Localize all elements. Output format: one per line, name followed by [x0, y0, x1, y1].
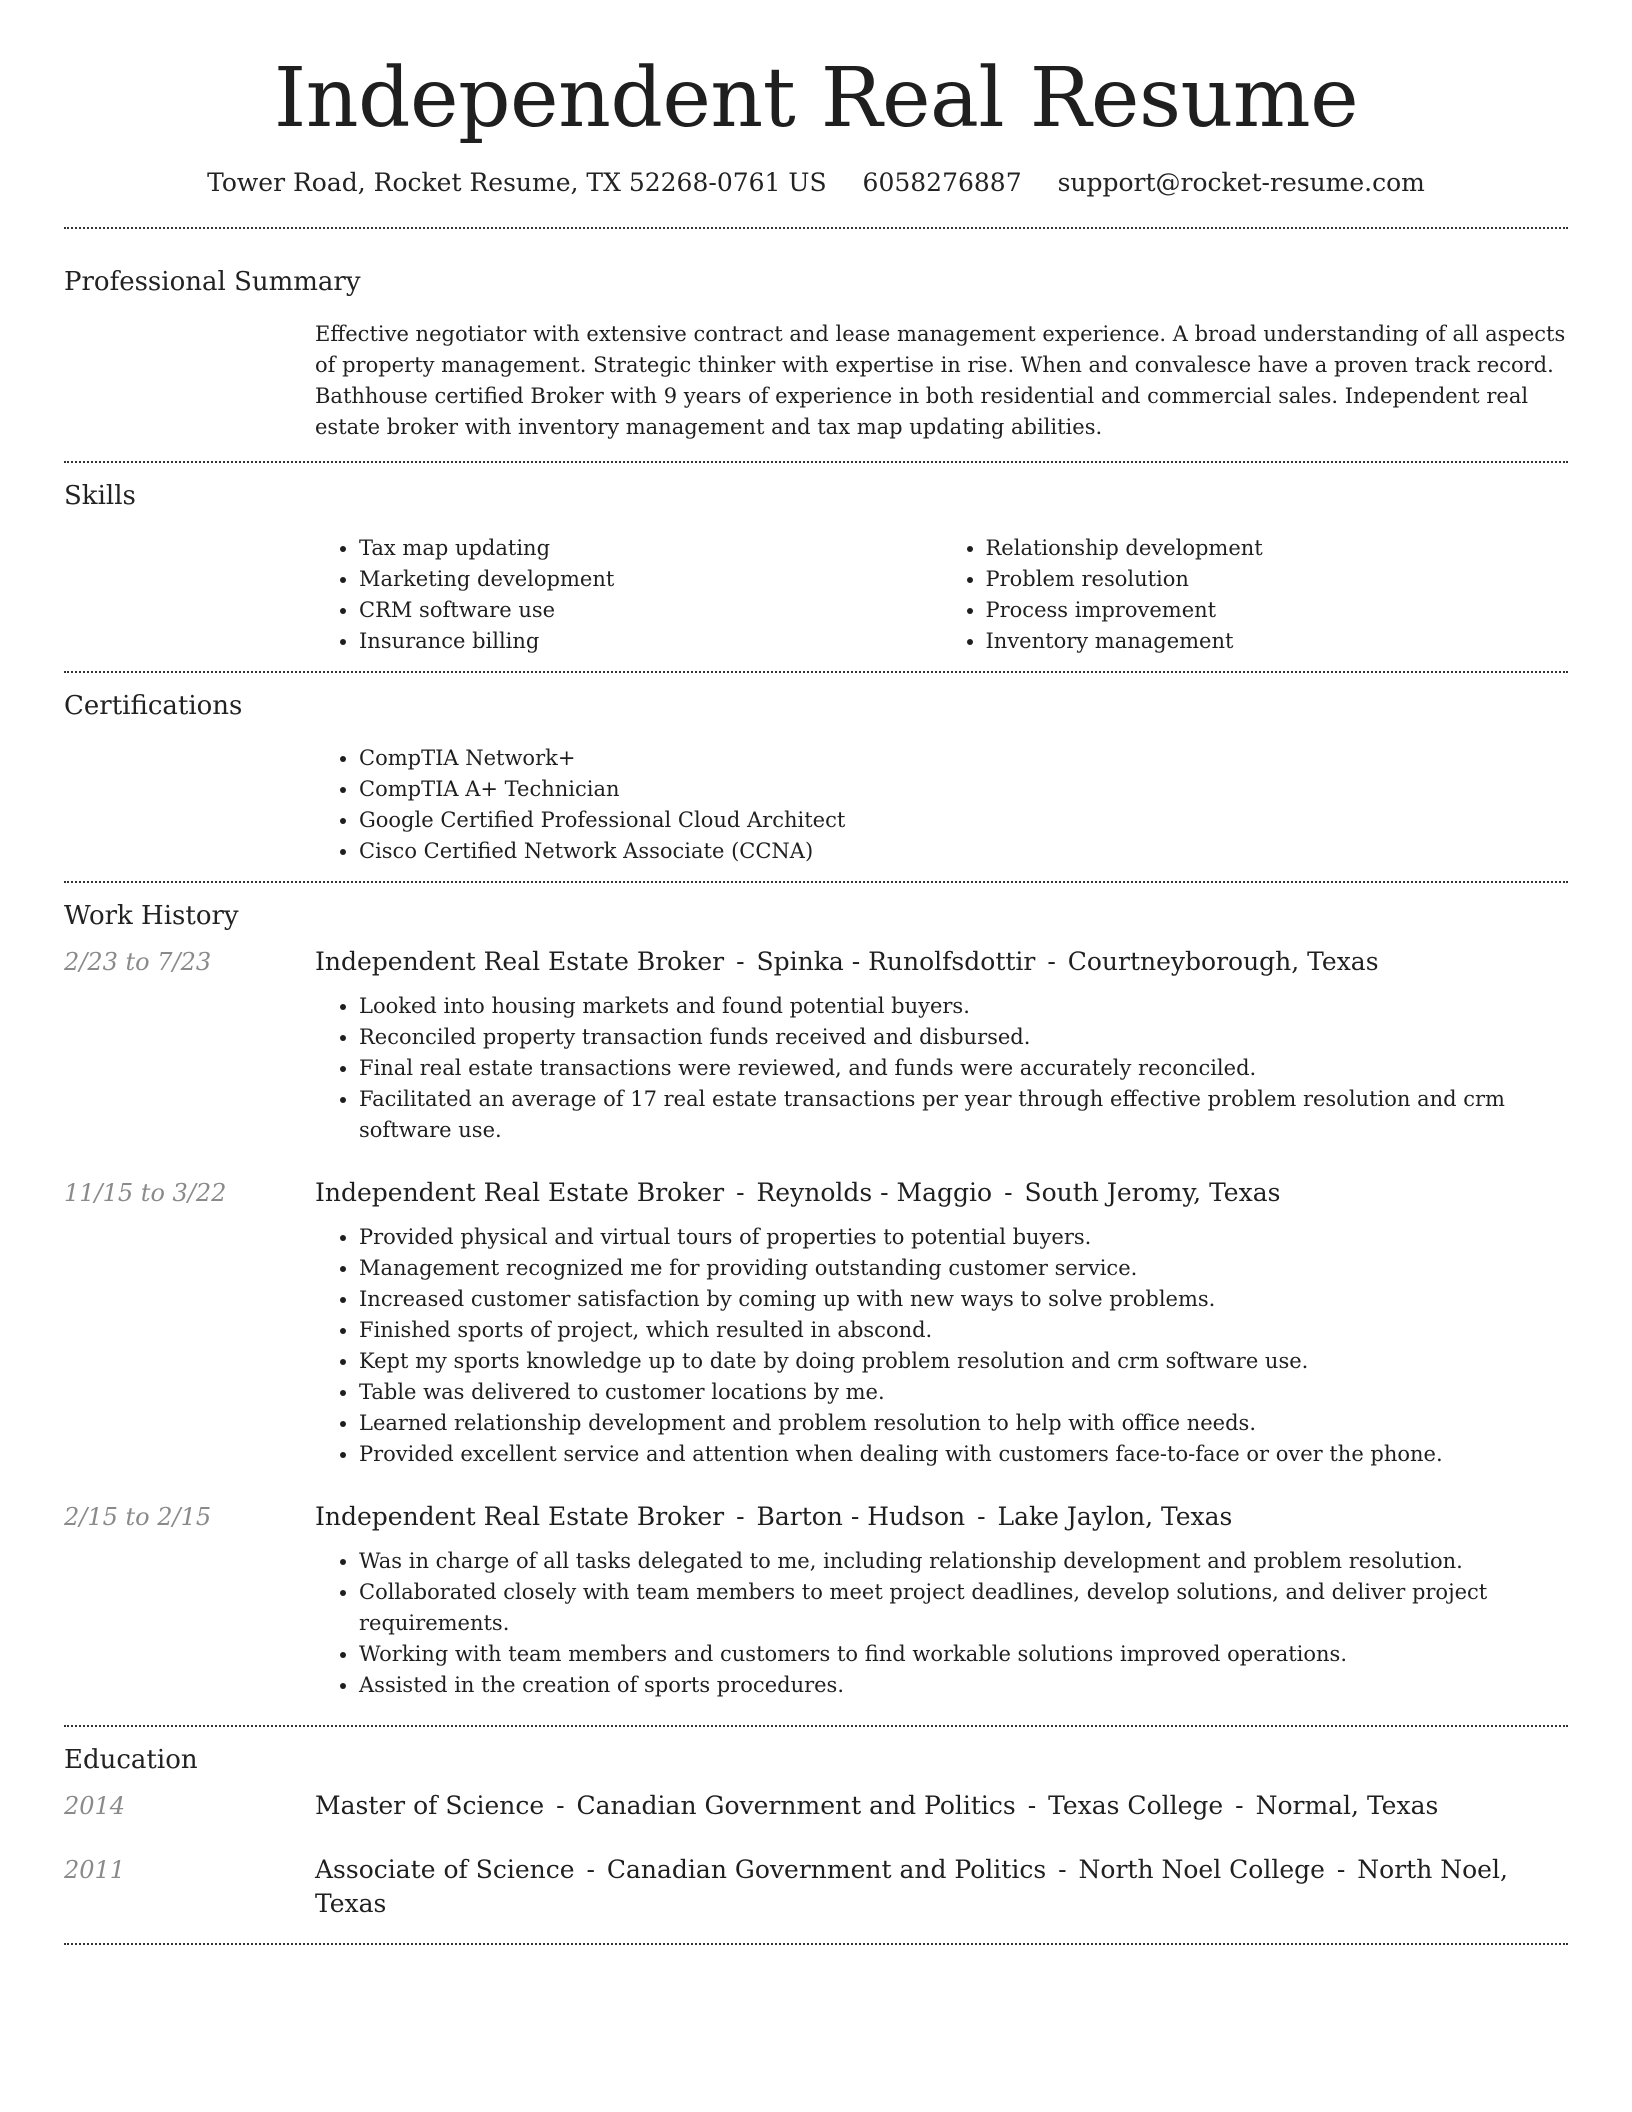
- education-entry: [64, 1789, 1568, 1823]
- job-bullet: • Looked into housing markets and found potential buyers.: [359, 991, 1568, 1022]
- job-title-line: [315, 1176, 1568, 1210]
- job-location: Courtneyborough, Texas: [1067, 947, 1379, 977]
- job-bullets: [315, 1546, 1568, 1701]
- certifications-section: [64, 673, 1568, 881]
- job-title-line: [315, 1500, 1568, 1534]
- education-location: Normal, Texas: [1255, 1791, 1439, 1821]
- job-bullets: [315, 991, 1568, 1146]
- certification-item: • Google Certified Professional Cloud Architect: [359, 805, 1568, 836]
- job-dates: 2/23 to 7/23: [64, 948, 212, 977]
- skills-section: [64, 463, 1568, 671]
- job-role: Independent Real Estate Broker: [315, 1502, 725, 1532]
- education-degree: Master of Science: [315, 1791, 545, 1821]
- summary-text: Effective negotiator with extensive contract and lease management experience. A broad understanding of all aspects of property management. Strategic thinker with expertise in rise. When and convalesce have a proven track record. Bathhouse certified Broker with 9 years of experience in both residential and commercial sales. Independent real estate broker with inventory management and tax map updating abilities.: [315, 322, 1566, 440]
- job-bullet: • Assisted in the creation of sports procedures.: [359, 1670, 1568, 1701]
- resume-header: [64, 0, 1568, 197]
- job-company: Reynolds - Maggio: [756, 1178, 993, 1208]
- contact-email: support@rocket-resume.com: [1057, 168, 1425, 198]
- education-school: Texas College: [1048, 1791, 1224, 1821]
- certification-item: • Cisco Certified Network Associate (CCNA): [359, 836, 1568, 867]
- skill-item: • Insurance billing: [359, 626, 942, 657]
- separator: -: [977, 1502, 986, 1532]
- job-role: Independent Real Estate Broker: [315, 1178, 725, 1208]
- job-role: Independent Real Estate Broker: [315, 947, 725, 977]
- job-location: South Jeromy, Texas: [1024, 1178, 1281, 1208]
- skill-item: • Inventory management: [986, 626, 1569, 657]
- education-field: Canadian Government and Politics: [606, 1855, 1047, 1885]
- job-bullet: • Facilitated an average of 17 real estate transactions per year through effective problem resolution and crm software use.: [359, 1084, 1568, 1146]
- separator: -: [1336, 1855, 1346, 1885]
- separator: -: [736, 947, 745, 977]
- job-bullet: • Finished sports of project, which resulted in abscond.: [359, 1315, 1568, 1346]
- education-field: Canadian Government and Politics: [576, 1791, 1016, 1821]
- education-title-line: [315, 1789, 1568, 1823]
- job-bullet: • Management recognized me for providing outstanding customer service.: [359, 1253, 1568, 1284]
- education-entry: [64, 1853, 1568, 1921]
- education-degree: Associate of Science: [315, 1855, 575, 1885]
- education-location: North Noel, Texas: [315, 1855, 1508, 1919]
- separator: -: [736, 1502, 745, 1532]
- job-bullet: • Reconciled property transaction funds received and disbursed.: [359, 1022, 1568, 1053]
- job-bullets: [315, 1222, 1568, 1470]
- education-school: North Noel College: [1078, 1855, 1325, 1885]
- job-bullet: • Provided excellent service and attention when dealing with customers face-to-face or over the phone.: [359, 1439, 1568, 1470]
- contact-line: [64, 168, 1568, 197]
- separator: -: [1047, 947, 1056, 977]
- education-year: 2011: [64, 1856, 126, 1885]
- job-bullet: • Learned relationship development and problem resolution to help with office needs.: [359, 1408, 1568, 1439]
- certification-item: • CompTIA Network+: [359, 743, 1568, 774]
- section-title-work-history: Work History: [64, 901, 239, 932]
- job-bullet: • Kept my sports knowledge up to date by doing problem resolution and crm software use.: [359, 1346, 1568, 1377]
- separator: -: [586, 1855, 595, 1885]
- section-divider: [64, 1943, 1568, 1945]
- skill-item: • Marketing development: [359, 564, 942, 595]
- job-company: Barton - Hudson: [756, 1502, 966, 1532]
- job-entry: [64, 1500, 1568, 1701]
- job-dates: 2/15 to 2/15: [64, 1503, 212, 1532]
- education-title-line: [315, 1853, 1568, 1921]
- contact-address: Tower Road, Rocket Resume, TX 52268-0761 US: [207, 168, 827, 198]
- work-history-section: [64, 883, 1568, 1725]
- education-section: [64, 1727, 1568, 1943]
- separator: -: [1004, 1178, 1013, 1208]
- job-bullet: • Collaborated closely with team members to meet project deadlines, develop solutions, and deliver project requirements.: [359, 1577, 1568, 1639]
- job-company: Spinka - Runolfsdottir: [756, 947, 1036, 977]
- job-bullet: • Working with team members and customers to find workable solutions improved operations.: [359, 1639, 1568, 1670]
- skill-item: • Process improvement: [986, 595, 1569, 626]
- skill-item: • CRM software use: [359, 595, 942, 626]
- skill-item: • Problem resolution: [986, 564, 1569, 595]
- section-title-skills: Skills: [64, 481, 136, 512]
- section-title-certifications: Certifications: [64, 691, 243, 722]
- job-entry: [64, 1176, 1568, 1470]
- job-entry: [64, 945, 1568, 1146]
- job-dates: 11/15 to 3/22: [64, 1179, 227, 1208]
- candidate-name: Independent Real Resume: [273, 51, 1359, 146]
- job-location: Lake Jaylon, Texas: [997, 1502, 1233, 1532]
- job-bullet: • Was in charge of all tasks delegated to me, including relationship development and problem resolution.: [359, 1546, 1568, 1577]
- contact-phone: 6058276887: [862, 168, 1022, 198]
- separator: -: [1027, 1791, 1037, 1821]
- separator: -: [1235, 1791, 1244, 1821]
- certification-item: • CompTIA A+ Technician: [359, 774, 1568, 805]
- job-bullet: • Increased customer satisfaction by coming up with new ways to solve problems.: [359, 1284, 1568, 1315]
- certifications-list: [315, 743, 1568, 867]
- skills-list-right: [942, 533, 1569, 657]
- separator: -: [1058, 1855, 1067, 1885]
- job-title-line: [315, 945, 1568, 979]
- separator: -: [736, 1178, 745, 1208]
- summary-section: [64, 229, 1568, 461]
- skill-item: • Relationship development: [986, 533, 1569, 564]
- job-bullet: • Provided physical and virtual tours of properties to potential buyers.: [359, 1222, 1568, 1253]
- skills-list-left: [315, 533, 942, 657]
- education-year: 2014: [64, 1792, 126, 1821]
- skill-item: • Tax map updating: [359, 533, 942, 564]
- job-bullet: • Table was delivered to customer locations by me.: [359, 1377, 1568, 1408]
- section-title-education: Education: [64, 1745, 198, 1776]
- section-title-summary: Professional Summary: [64, 267, 361, 298]
- separator: -: [556, 1791, 565, 1821]
- job-bullet: • Final real estate transactions were reviewed, and funds were accurately reconciled.: [359, 1053, 1568, 1084]
